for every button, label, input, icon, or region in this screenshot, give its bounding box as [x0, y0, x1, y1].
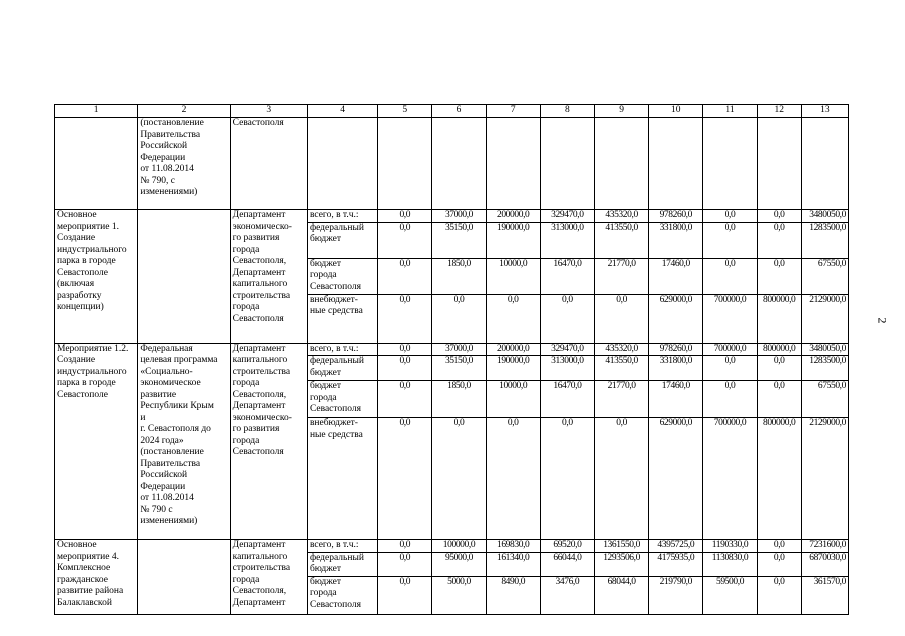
amount-cell: 0,0	[486, 418, 540, 540]
continuation-row	[55, 118, 849, 210]
amount-cell: 17460,0	[649, 258, 703, 294]
amount-cell: 1130830,0	[703, 552, 757, 576]
funding-source-cell	[307, 210, 377, 223]
activity-name-cell	[55, 343, 138, 540]
header-cell: 11	[703, 105, 757, 118]
amount-cell: 978260,0	[649, 343, 703, 356]
amount-cell: 0,0	[703, 381, 757, 418]
funding-source-cell-text: всего, в т.ч.:	[309, 540, 359, 550]
executor-cell	[230, 343, 307, 540]
amount-cell: 66044,0	[540, 552, 594, 576]
header-cell: 12	[757, 105, 801, 118]
amount-cell: 6870030,0	[801, 552, 848, 576]
amount-cell: 5000,0	[432, 576, 486, 614]
header-row	[55, 105, 849, 118]
amount-cell: 0,0	[757, 552, 801, 576]
amount-cell: 67550,0	[801, 381, 848, 418]
amount-cell: 1361550,0	[595, 540, 649, 553]
amount-cell: 800000,0	[757, 294, 801, 343]
amount-cell: 7231600,0	[801, 540, 848, 553]
program-basis-text: (постановление Правительства Российской Федерации от 11.08.2014 № 790, с изменениями)	[140, 118, 204, 197]
amount-cell: 67550,0	[801, 258, 848, 294]
amount-cell: 0,0	[703, 258, 757, 294]
funding-source-cell-text: федеральный бюджет	[309, 222, 364, 244]
amount-cell: 0,0	[757, 540, 801, 553]
amount-cell: 0,0	[378, 222, 432, 258]
amount-cell: 35150,0	[432, 356, 486, 381]
program-table	[54, 104, 849, 615]
header-cell: 1	[55, 105, 138, 118]
funding-source-cell	[307, 356, 377, 381]
amount-cell: 361570,0	[801, 576, 848, 614]
amount-cell: 700000,0	[703, 294, 757, 343]
amount-cell: 700000,0	[703, 418, 757, 540]
amount-cell: 1190330,0	[703, 540, 757, 553]
amount-cell: 21770,0	[595, 258, 649, 294]
program-basis-cell-text: Федеральная целевая программа «Социально- экономическое развитие Республики Крым и г. Севастополя до 2024 года» (постановление Правительства Российской Федерации от 11.08.2014 № 790 с изменениями)	[140, 343, 218, 526]
amount-cell: 435320,0	[595, 210, 649, 223]
program-basis-cell	[138, 118, 230, 210]
amount-cell: 0,0	[378, 381, 432, 418]
amount-cell: 190000,0	[486, 356, 540, 381]
funding-source-cell	[307, 418, 377, 540]
amount-cell: 0,0	[757, 210, 801, 223]
amount-cell: 3476,0	[540, 576, 594, 614]
funding-source-cell-text: бюджет города Севастополя	[309, 258, 361, 292]
amount-cell: 21770,0	[595, 381, 649, 418]
header-cell: 9	[595, 105, 649, 118]
data-row	[55, 210, 849, 223]
amount-cell: 219790,0	[649, 576, 703, 614]
amount-cell: 37000,0	[432, 343, 486, 356]
funding-source-cell-text: федеральный бюджет	[309, 356, 364, 378]
amount-cell: 4175935,0	[649, 552, 703, 576]
page-number: 2	[875, 317, 890, 324]
amount-cell: 1283500,0	[801, 356, 848, 381]
amount-cell: 0,0	[757, 576, 801, 614]
amount-cell: 2129000,0	[801, 294, 848, 343]
activity-name-cell	[55, 540, 138, 615]
funding-source-cell	[307, 222, 377, 258]
header-cell: 4	[307, 105, 377, 118]
amount-cell: 59500,0	[703, 576, 757, 614]
amount-cell: 200000,0	[486, 210, 540, 223]
amount-cell: 0,0	[703, 210, 757, 223]
funding-source-cell-text: федеральный бюджет	[309, 552, 364, 574]
funding-source-cell	[307, 258, 377, 294]
amount-cell: 0,0	[757, 258, 801, 294]
amount-cell: 37000,0	[432, 210, 486, 223]
amount-cell: 0,0	[378, 540, 432, 553]
cell-empty	[55, 118, 138, 210]
data-row	[55, 343, 849, 356]
amount-cell: 800000,0	[757, 418, 801, 540]
amount-cell: 313000,0	[540, 222, 594, 258]
amount-cell: 2129000,0	[801, 418, 848, 540]
amount-cell: 16470,0	[540, 381, 594, 418]
amount-cell: 435320,0	[595, 343, 649, 356]
funding-source-cell-text: всего, в т.ч.:	[309, 343, 359, 354]
executor-cell-text: Департамент экономическо- го развития города Севастополя, Департамент капитального строительства города Севастополя	[232, 210, 292, 324]
amount-cell: 68044,0	[595, 576, 649, 614]
executor-cell	[230, 210, 307, 344]
executor-cell	[230, 118, 307, 210]
cell-empty	[138, 210, 230, 344]
amount-cell: 190000,0	[486, 222, 540, 258]
amount-cell: 978260,0	[649, 210, 703, 223]
data-row	[55, 540, 849, 553]
amount-cell: 329470,0	[540, 343, 594, 356]
amount-cell: 8490,0	[486, 576, 540, 614]
amount-cell: 0,0	[703, 222, 757, 258]
amount-cell: 0,0	[757, 222, 801, 258]
funding-source-cell-text: всего, в т.ч.:	[309, 210, 359, 220]
amount-cell: 0,0	[378, 294, 432, 343]
amount-cell: 0,0	[432, 418, 486, 540]
funding-source-cell	[307, 576, 377, 614]
header-cell: 7	[486, 105, 540, 118]
amount-cell: 17460,0	[649, 381, 703, 418]
amount-cell: 35150,0	[432, 222, 486, 258]
funding-source-cell-text: внебюджет- ные средства	[309, 418, 363, 440]
amount-cell: 0,0	[540, 294, 594, 343]
amount-cell: 1850,0	[432, 381, 486, 418]
amount-cell: 700000,0	[703, 343, 757, 356]
header-cell: 5	[378, 105, 432, 118]
header-cell: 6	[432, 105, 486, 118]
amount-cell: 169830,0	[486, 540, 540, 553]
header-cell: 3	[230, 105, 307, 118]
funding-source-cell	[307, 540, 377, 553]
amount-cell: 0,0	[378, 418, 432, 540]
amount-cell: 313000,0	[540, 356, 594, 381]
amount-cell: 0,0	[378, 258, 432, 294]
amount-cell: 0,0	[486, 294, 540, 343]
amount-cell: 1293506,0	[595, 552, 649, 576]
program-basis-cell	[138, 343, 230, 540]
amount-cell: 1283500,0	[801, 222, 848, 258]
amount-cell: 0,0	[378, 343, 432, 356]
amount-cell: 200000,0	[486, 343, 540, 356]
activity-name-cell-text: Основное мероприятие 1. Создание индустриального парка в городе Севастополе (включая разработку концепции)	[57, 210, 127, 312]
activity-name-cell	[55, 210, 138, 344]
amount-cell: 0,0	[595, 418, 649, 540]
amount-cell: 0,0	[703, 356, 757, 381]
funding-source-cell	[307, 552, 377, 576]
cell-empty	[138, 540, 230, 615]
amount-cell: 0,0	[378, 210, 432, 223]
funding-source-cell-text: бюджет города Севастополя	[309, 576, 361, 610]
amount-cell: 69520,0	[540, 540, 594, 553]
amount-cell: 329470,0	[540, 210, 594, 223]
amount-cell: 10000,0	[486, 381, 540, 418]
executor-text: Севастополя	[232, 118, 284, 128]
amount-cell: 0,0	[378, 576, 432, 614]
amount-cell: 331800,0	[649, 356, 703, 381]
amount-cell: 3480050,0	[801, 210, 848, 223]
amount-cell: 10000,0	[486, 258, 540, 294]
amount-cell: 0,0	[378, 552, 432, 576]
funding-source-cell	[307, 343, 377, 356]
amount-cell: 629000,0	[649, 418, 703, 540]
amount-cell: 0,0	[757, 356, 801, 381]
amount-cell: 413550,0	[595, 356, 649, 381]
funding-source-cell	[307, 294, 377, 343]
header-cell: 8	[540, 105, 594, 118]
funding-source-cell-text: внебюджет- ные средства	[309, 294, 363, 316]
amount-cell: 0,0	[757, 381, 801, 418]
header-cell: 13	[801, 105, 848, 118]
amount-cell: 1850,0	[432, 258, 486, 294]
activity-name-cell-text: Мероприятие 1.2. Создание индустриального парка в городе Севастополе	[57, 343, 129, 400]
amount-cell: 3480050,0	[801, 343, 848, 356]
executor-cell	[230, 540, 307, 615]
amount-cell: 0,0	[378, 356, 432, 381]
amount-cell: 629000,0	[649, 294, 703, 343]
header-cell: 10	[649, 105, 703, 118]
amount-cell: 16470,0	[540, 258, 594, 294]
header-cell: 2	[138, 105, 230, 118]
amount-cell: 800000,0	[757, 343, 801, 356]
amount-cell: 161340,0	[486, 552, 540, 576]
amount-cell: 0,0	[540, 418, 594, 540]
amount-cell: 331800,0	[649, 222, 703, 258]
amount-cell: 95000,0	[432, 552, 486, 576]
funding-source-cell-text: бюджет города Севастополя	[309, 381, 361, 414]
amount-cell: 100000,0	[432, 540, 486, 553]
amount-cell: 0,0	[432, 294, 486, 343]
activity-name-cell-text: Основное мероприятие 4. Комплексное гражданское развитие района Балаклавской	[57, 540, 124, 608]
amount-cell: 413550,0	[595, 222, 649, 258]
executor-cell-text: Департамент капитального строительства города Севастополя, Департамент экономическо- го развития города Севастополя	[232, 343, 292, 457]
amount-cell: 4395725,0	[649, 540, 703, 553]
funding-source-cell	[307, 381, 377, 418]
amount-cell: 0,0	[595, 294, 649, 343]
executor-cell-text: Департамент капитального строительства города Севастополя, Департамент	[232, 540, 291, 608]
